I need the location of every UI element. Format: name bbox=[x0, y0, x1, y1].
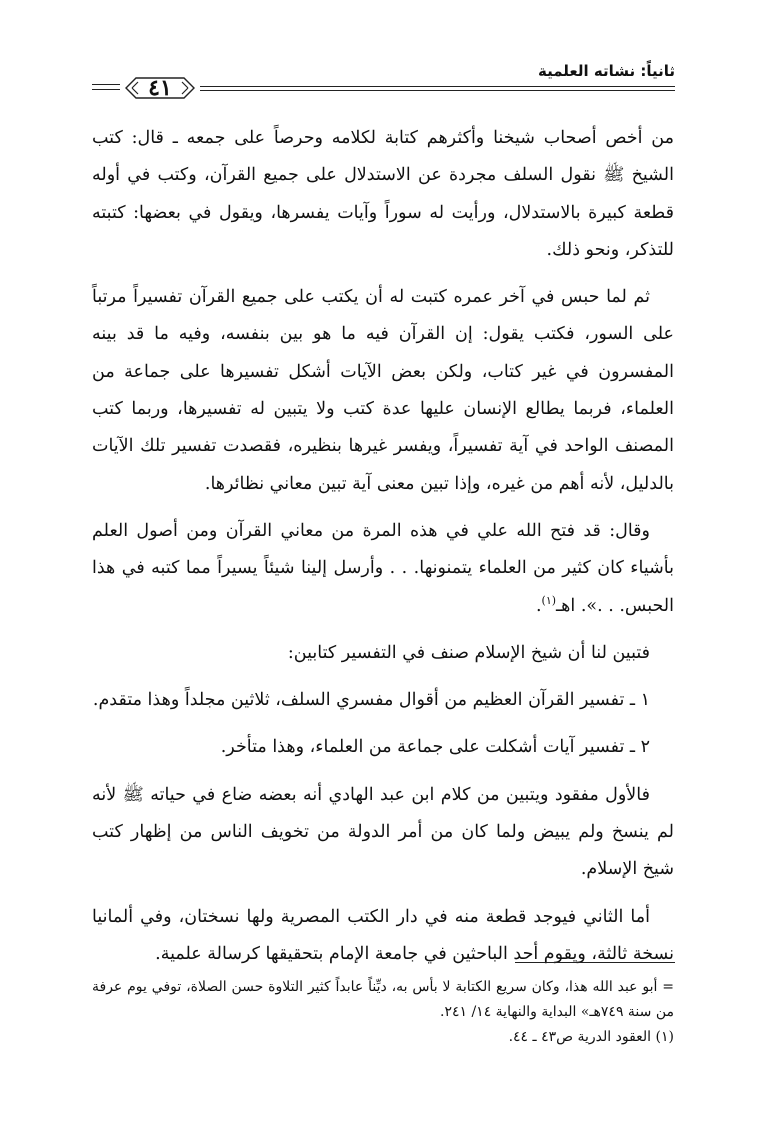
paragraph: أما الثاني فيوجد قطعة منه في دار الكتب المصرية ولها نسختان، وفي ألمانيا نسخة ثالثة، ويقوم أحد الباحثين في جامعة الإمام بتحقيقها كرسالة علمية. bbox=[92, 906, 674, 964]
list-item: ٢ ـ تفسير آيات أشكلت على جماعة من العلماء، وهذا متأخر. bbox=[220, 737, 650, 758]
header-rule-thin bbox=[200, 90, 675, 91]
paragraph: من أخص أصحاب شيخنا وأكثرهم كتابة لكلامه وحرصاً على جمعه ـ قال: كتب الشيخ ﷺ نقول السلف مجردة عن الاستدلال على جميع القرآن، وكتب في أوله قطعة كبيرة بالاستدلال، ورأيت له سوراً وآيات يفسرها، ويقول في بعضها: كتبته للتذكر، ونحو ذلك. bbox=[92, 128, 674, 260]
header-rule-left-thin bbox=[92, 89, 120, 90]
header-rule-left bbox=[92, 84, 120, 85]
page-header bbox=[92, 56, 675, 106]
page-number: ٤١ bbox=[148, 75, 172, 101]
page-number-ornament bbox=[122, 74, 198, 102]
footnote-ref: (١) bbox=[541, 593, 557, 607]
paragraph: فتبين لنا أن شيخ الإسلام صنف في التفسير كتابين: bbox=[287, 642, 650, 663]
running-title: ثانياً: نشاته العلمية bbox=[538, 62, 675, 80]
footnote: = أبو عبد الله هذا، وكان سريع الكتابة لا بأس به، ديِّناً عابداً كثير التلاوة حسن الصلاة، توفي يوم عرفة من سنة ٧٤٩هـ» البداية والنهاية ١٤/ ٢٤١. bbox=[92, 979, 674, 1020]
footnote-separator bbox=[515, 962, 675, 963]
footnote: (١) العقود الدرية ص٤٣ ـ ٤٤. bbox=[508, 1029, 674, 1045]
paragraph: فالأول مفقود ويتبين من كلام ابن عبد الهادي أنه بعضه ضاع في حياته ﷺ لأنه لم ينسخ ولم يبيض ولما كان من أمر الدولة من تخويف الناس من إظهار كتب شيخ الإسلام. bbox=[92, 784, 674, 880]
main-text bbox=[92, 120, 674, 983]
paragraph: وقال: قد فتح الله علي في هذه المرة من معاني القرآن ومن أصول العلم بأشياء كان كثير من العلماء يتمنونها. . . وأرسل إلينا شيئاً يسيراً مما كتبه في هذا الحبس. . .». اهـ$^{(١)}$. bbox=[92, 520, 674, 616]
footnotes bbox=[92, 975, 674, 1050]
list-item: ١ ـ تفسير القرآن العظيم من أقوال مفسري السلف، ثلاثين مجلداً وهذا متقدم. bbox=[92, 690, 650, 711]
header-rule bbox=[200, 86, 675, 87]
paragraph: ثم لما حبس في آخر عمره كتبت له أن يكتب على جميع القرآن تفسيراً مرتباً على السور، فكتب يقول: إن القرآن فيه ما هو بين بنفسه، وفيه ما قد بينه المفسرون في غير كتاب، ولكن بعض الآيات أشكل تفسيرها على جماعة من العلماء، فربما يطالع الإنسان عليها عدة كتب ولا يتبين له تفسيرها، وربما كتب المصنف الواحد في آية تفسيراً، ويفسر غيرها بنظيره، فقصدت تفسير تلك الآيات بالدليل، لأنه أهم من غيره، وإذا تبين معنى آية تبين معاني نظائرها. bbox=[92, 287, 674, 494]
paragraph-text: وقال: قد فتح الله علي في هذه المرة من معاني القرآن ومن أصول العلم بأشياء كان كثير من العلماء يتمنونها. . . وأرسل إلينا شيئاً يسيراً مما كتبه في هذا الحبس. . .». اهـ bbox=[92, 520, 674, 616]
